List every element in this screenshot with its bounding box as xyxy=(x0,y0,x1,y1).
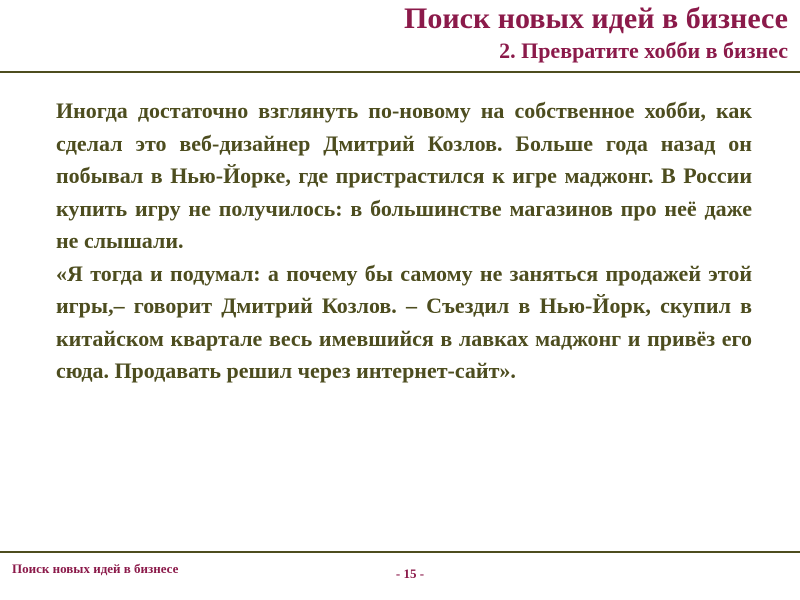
footer-divider xyxy=(0,551,800,553)
header-divider xyxy=(0,71,800,73)
body-paragraph-1: Иногда достаточно взглянуть по-новому на собственное хобби, как сделал это веб-дизайнер Дмитрий Козлов. Больше года назад он побывал в Нью-Йорке, где пристрастился к игре маджонг. В России купить игру не получилось: в большинстве магазинов про неё даже не слышали. xyxy=(56,98,752,253)
footer-label: Поиск новых идей в бизнесе xyxy=(12,561,179,576)
slide-subtitle: 2. Превратите хобби в бизнес xyxy=(499,38,788,63)
slide-title: Поиск новых идей в бизнесе xyxy=(404,2,788,35)
body-paragraph-2: «Я тогда и подумал: а почему бы самому не заняться продажей этой игры,– говорит Дмитрий Козлов. – Съездил в Нью-Йорк, скупил в китайском квартале весь имевшийся в лавках маджонг и привёз его сюда. Продавать решил через интернет-сайт». xyxy=(56,260,752,383)
page-number: - 15 - xyxy=(395,566,425,581)
slide-body xyxy=(56,95,752,388)
